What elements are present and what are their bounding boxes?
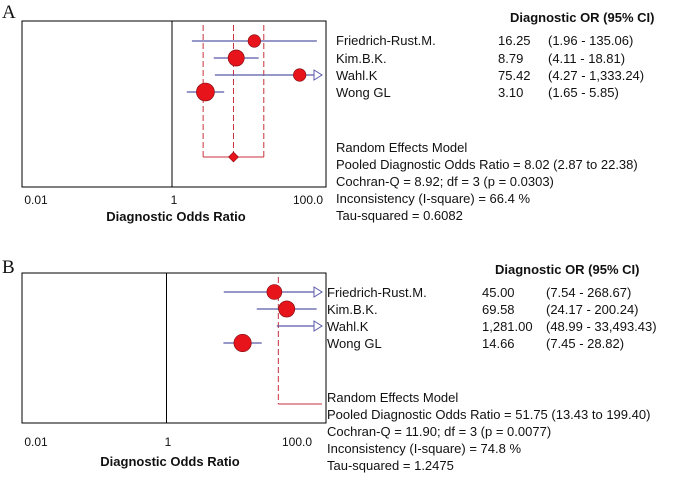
study-ci-value: (24.17 - 200.24) xyxy=(546,302,639,317)
study-or-value: 1,281.00 xyxy=(482,319,533,334)
x-axis-label: Diagnostic Odds Ratio xyxy=(106,209,246,224)
summary-tau-squared: Tau-squared = 1.2475 xyxy=(327,458,454,473)
x-tick-label: 100.0 xyxy=(292,193,324,207)
study-name-label: Wong GL xyxy=(336,85,391,100)
summary-pooled-or: Pooled Diagnostic Odds Ratio = 8.02 (2.87 to 22.38) xyxy=(336,157,638,172)
summary-model-title: Random Effects Model xyxy=(327,390,459,405)
summary-tau-squared: Tau-squared = 0.6082 xyxy=(336,208,463,223)
study-ci-value: (4.11 - 18.81) xyxy=(548,51,626,66)
study-or-value: 3.10 xyxy=(498,85,524,100)
study-ci-value: (7.45 - 28.82) xyxy=(546,336,625,351)
ci-truncation-arrow xyxy=(314,70,322,80)
ci-truncation-arrow xyxy=(314,321,322,331)
pooled-diamond xyxy=(228,152,238,162)
study-or-value: 14.66 xyxy=(482,336,515,351)
study-point-estimate xyxy=(196,83,214,101)
summary-pooled-or: Pooled Diagnostic Odds Ratio = 51.75 (13.43 to 199.40) xyxy=(327,407,651,422)
study-point-estimate xyxy=(234,334,251,351)
study-ci-value: (48.99 - 33,493.43) xyxy=(546,319,657,334)
study-point-estimate xyxy=(267,285,282,300)
summary-inconsistency: Inconsistency (I-square) = 66.4 % xyxy=(336,191,531,206)
study-name-label: Friedrich-Rust.M. xyxy=(327,285,427,300)
study-name-label: Kim.B.K. xyxy=(336,51,387,66)
x-axis-label: Diagnostic Odds Ratio xyxy=(100,454,240,469)
study-ci-value: (7.54 - 268.67) xyxy=(546,285,632,300)
x-tick-label: 100.0 xyxy=(281,435,313,449)
study-point-estimate xyxy=(279,301,295,317)
summary-cochran-q: Cochran-Q = 11.90; df = 3 (p = 0.0077) xyxy=(327,424,552,439)
study-name-label: Friedrich-Rust.M. xyxy=(336,33,436,48)
study-name-label: Wong GL xyxy=(327,336,382,351)
or-column-header: Diagnostic OR (95% CI) xyxy=(495,262,640,277)
study-name-label: Kim.B.K. xyxy=(327,302,378,317)
study-name-label: Wahl.K xyxy=(327,319,369,334)
x-tick-label: 1 xyxy=(170,193,178,207)
plot-frame xyxy=(22,21,326,187)
study-point-estimate xyxy=(228,50,244,66)
x-tick-label: 1 xyxy=(164,435,172,449)
study-or-value: 8.79 xyxy=(498,51,524,66)
forest-plot-panel-a xyxy=(0,0,698,237)
summary-inconsistency: Inconsistency (I-square) = 74.8 % xyxy=(327,441,522,456)
study-point-estimate xyxy=(293,69,306,82)
study-or-value: 16.25 xyxy=(498,33,531,48)
study-ci-value: (1.96 - 135.06) xyxy=(548,33,634,48)
x-tick-label: 0.01 xyxy=(24,435,48,449)
study-ci-value: (1.65 - 5.85) xyxy=(548,85,619,100)
summary-model-title: Random Effects Model xyxy=(336,140,468,155)
ci-truncation-arrow xyxy=(314,287,322,297)
study-or-value: 69.58 xyxy=(482,302,515,317)
or-column-header: Diagnostic OR (95% CI) xyxy=(510,10,655,25)
summary-cochran-q: Cochran-Q = 8.92; df = 3 (p = 0.0303) xyxy=(336,174,554,189)
study-point-estimate xyxy=(248,35,261,48)
panel-label: B xyxy=(2,257,15,278)
forest-plot-panel-b xyxy=(0,255,698,492)
study-ci-value: (4.27 - 1,333.24) xyxy=(548,68,645,83)
study-name-label: Wahl.K xyxy=(336,68,378,83)
x-tick-label: 0.01 xyxy=(24,193,48,207)
study-or-value: 75.42 xyxy=(498,68,531,83)
panel-label: A xyxy=(2,2,16,23)
study-or-value: 45.00 xyxy=(482,285,515,300)
